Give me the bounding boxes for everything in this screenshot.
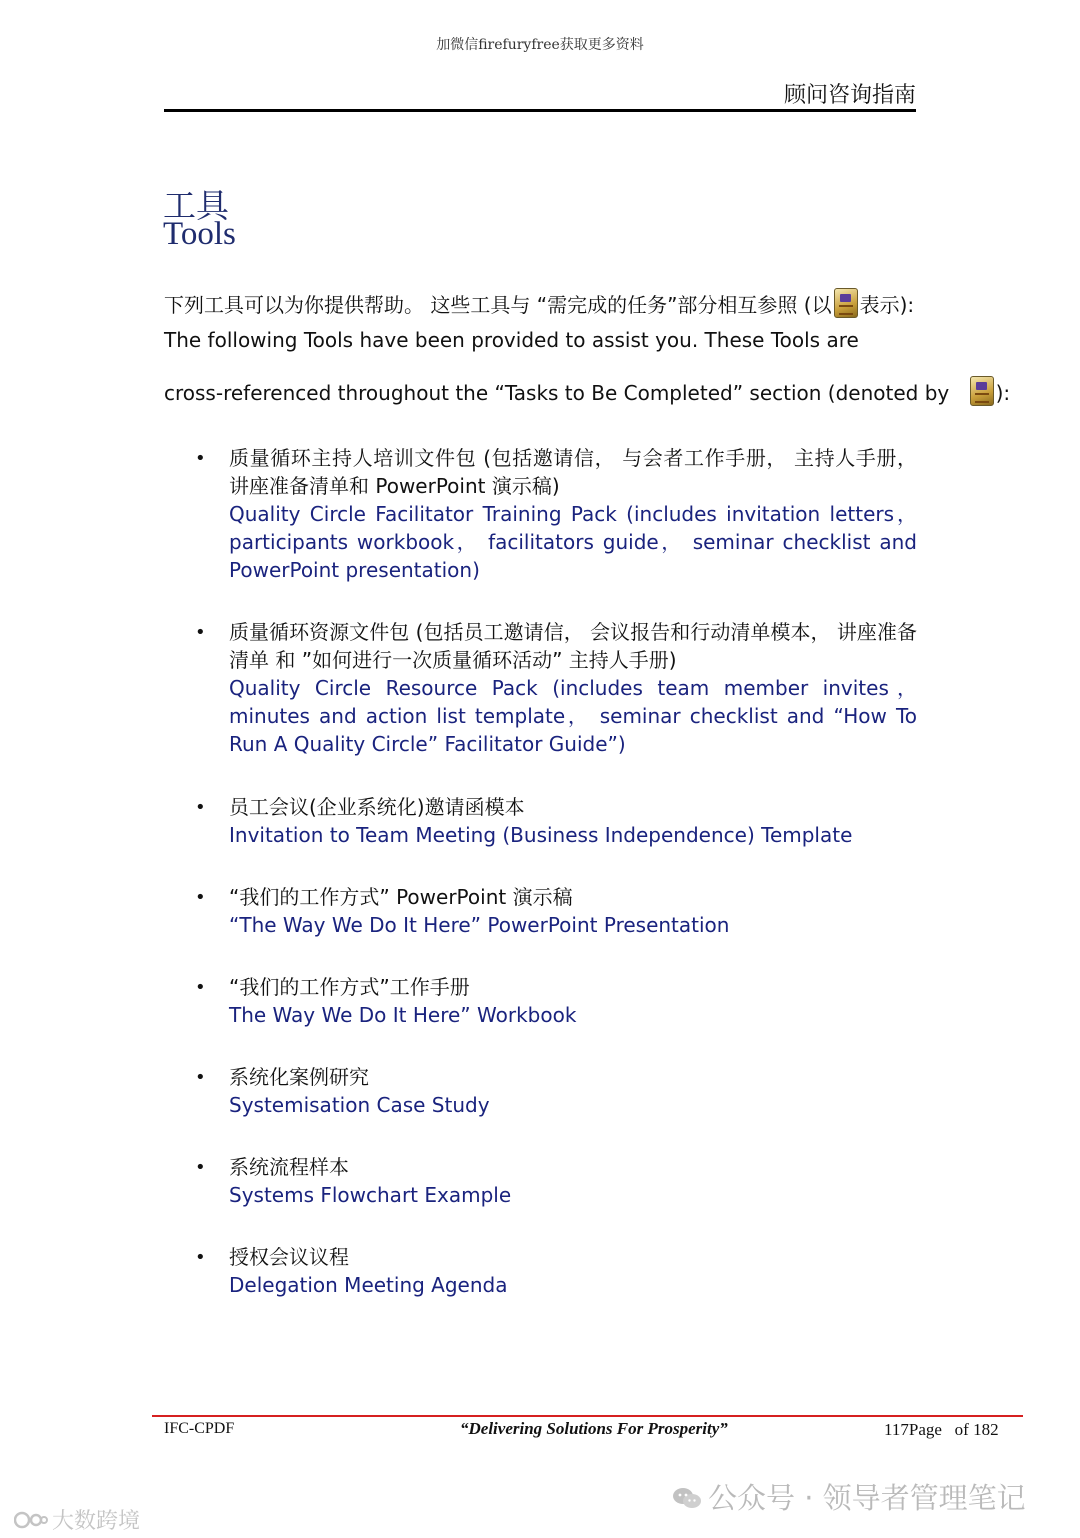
tool-title-en: The Way We Do It Here” Workbook <box>229 1003 577 1027</box>
list-item <box>195 883 917 939</box>
tools-list <box>195 444 917 1299</box>
tool-title-en: Delegation Meeting Agenda <box>229 1273 508 1297</box>
list-item <box>195 1243 917 1299</box>
header-title: 顾问咨询指南 <box>783 83 916 108</box>
bullet-icon: • <box>195 797 206 818</box>
tool-title-en: Systemisation Case Study <box>229 1093 490 1117</box>
bullet-icon: • <box>195 448 206 469</box>
header-rule <box>164 109 916 112</box>
tool-title-en: “The Way We Do It Here” PowerPoint Presentation <box>229 913 730 937</box>
tool-title-en: Quality Circle Facilitator Training Pack (includes invitation letters， participants workbook， facilitators guide， seminar checklist and PowerPoint presentation) <box>229 502 917 582</box>
watermark-left-text: 大数跨境 <box>52 1509 141 1534</box>
intro-cn-text: 下列工具可以为你提供帮助。 这些工具与 “需完成的任务”部分相互参照 (以 <box>164 293 832 317</box>
heading-cn: 工具 <box>163 186 229 225</box>
intro-cn-text-end: 表示): <box>859 293 915 317</box>
tool-title-cn: “我们的工作方式” PowerPoint 演示稿 <box>229 885 573 909</box>
page-label: Page <box>908 1420 942 1439</box>
intro-en-text: cross-referenced throughout the “Tasks to Be Completed” section (denoted by <box>164 381 950 405</box>
footer-page-info <box>884 1420 999 1440</box>
tool-title-cn: “我们的工作方式”工作手册 <box>229 975 470 999</box>
heading-en: Tools <box>163 216 236 252</box>
wechat-icon <box>672 1483 702 1507</box>
bullet-icon: • <box>195 977 206 998</box>
tool-title-cn: 系统流程样本 <box>229 1155 349 1179</box>
intro-cn <box>164 288 914 318</box>
tool-title-cn: 质量循环资源文件包 (包括员工邀请信， 会议报告和行动清单模本， 讲座准备清单 和 ”如何进行一次质量循环活动” 主持人手册) <box>229 620 917 672</box>
page-total: of 182 <box>954 1420 999 1439</box>
list-item <box>195 444 917 584</box>
intro-en-line2 <box>164 376 1010 406</box>
watermark-right <box>672 1476 1026 1517</box>
tool-title-en: Quality Circle Resource Pack (includes team member invites， minutes and action list template， seminar checklist and “How To Run A Quality Circle” Facilitator Guide”) <box>229 676 917 756</box>
list-item <box>195 1153 917 1209</box>
watermark-left <box>14 1504 140 1535</box>
tool-title-cn: 员工会议(企业系统化)邀请函模本 <box>229 795 525 819</box>
bullet-icon: • <box>195 887 206 908</box>
footer-rule <box>152 1415 1023 1417</box>
intro-en-text-end: ): <box>995 381 1011 405</box>
list-item <box>195 1063 917 1119</box>
tool-title-en: Invitation to Team Meeting (Business Independence) Template <box>229 823 853 847</box>
brand-logo-icon <box>14 1510 48 1530</box>
tool-document-icon <box>834 288 858 318</box>
list-item <box>195 618 917 758</box>
footer-doc-code: IFC-CPDF <box>164 1420 235 1437</box>
tool-title-cn: 系统化案例研究 <box>229 1065 369 1089</box>
intro-en-line1: The following Tools have been provided to assist you. These Tools are <box>164 328 859 352</box>
top-note: 加微信firefuryfree获取更多资料 <box>436 37 644 53</box>
tool-document-icon <box>970 376 994 406</box>
tool-title-cn: 授权会议议程 <box>229 1245 349 1269</box>
footer-slogan: “Delivering Solutions For Prosperity” <box>460 1419 728 1438</box>
bullet-icon: • <box>195 1247 206 1268</box>
tool-title-cn: 质量循环主持人培训文件包 (包括邀请信， 与会者工作手册， 主持人手册， 讲座准备清单和 PowerPoint 演示稿) <box>229 446 917 498</box>
bullet-icon: • <box>195 1067 206 1088</box>
page-number: 117 <box>884 1420 909 1439</box>
watermark-right-text: 公众号 · 领导者管理笔记 <box>708 1481 1026 1515</box>
list-item <box>195 793 917 849</box>
tool-title-en: Systems Flowchart Example <box>229 1183 512 1207</box>
list-item <box>195 973 917 1029</box>
bullet-icon: • <box>195 1157 206 1178</box>
bullet-icon: • <box>195 622 206 643</box>
